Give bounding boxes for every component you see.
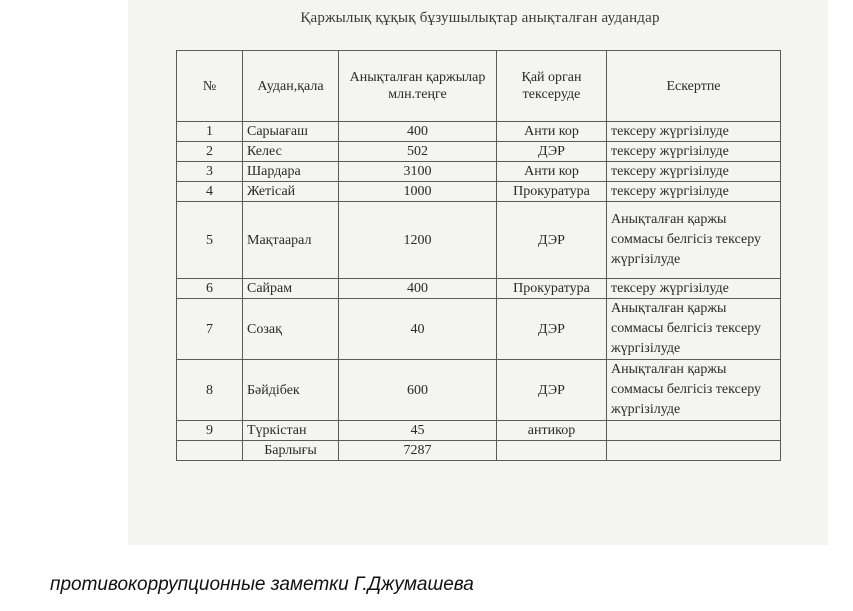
row-note: Анықталған қаржы соммасы белгісіз тексеру жүргізілуде <box>607 202 781 279</box>
row-district: Сарыағаш <box>243 122 339 142</box>
row-organ: ДЭР <box>497 142 607 162</box>
row-num: 3 <box>177 162 243 182</box>
header-amount: Анықталған қаржылар млн.теңге <box>339 51 497 122</box>
document-title: Қаржылық құқық бұзушылықтар анықталған аудандар <box>300 10 660 26</box>
header-note: Ескертпе <box>607 51 781 122</box>
row-num: 4 <box>177 182 243 202</box>
table-row <box>177 421 781 441</box>
total-organ-cell <box>497 441 607 461</box>
row-organ: Анти кор <box>497 122 607 142</box>
table-row <box>177 299 781 360</box>
row-district: Шардара <box>243 162 339 182</box>
row-district: Созақ <box>243 299 339 360</box>
row-note: тексеру жүргізілуде <box>607 122 781 142</box>
table-row <box>177 360 781 421</box>
row-district: Бәйдібек <box>243 360 339 421</box>
total-amount: 7287 <box>339 441 497 461</box>
row-organ: Прокуратура <box>497 182 607 202</box>
row-amount: 1200 <box>339 202 497 279</box>
row-note: тексеру жүргізілуде <box>607 182 781 202</box>
row-num: 2 <box>177 142 243 162</box>
row-organ: ДЭР <box>497 360 607 421</box>
row-organ: антикор <box>497 421 607 441</box>
row-organ: ДЭР <box>497 299 607 360</box>
total-num-cell <box>177 441 243 461</box>
table-row <box>177 162 781 182</box>
table-row <box>177 202 781 279</box>
row-organ: Анти кор <box>497 162 607 182</box>
total-note-cell <box>607 441 781 461</box>
row-amount: 600 <box>339 360 497 421</box>
row-note: тексеру жүргізілуде <box>607 279 781 299</box>
table-row <box>177 182 781 202</box>
row-amount: 502 <box>339 142 497 162</box>
row-note: тексеру жүргізілуде <box>607 162 781 182</box>
row-note: тексеру жүргізілуде <box>607 142 781 162</box>
table-header-row <box>177 51 781 122</box>
caption: противокоррупционные заметки Г.Джумашева <box>50 574 474 595</box>
row-district: Келес <box>243 142 339 162</box>
row-district: Жетісай <box>243 182 339 202</box>
row-district: Сайрам <box>243 279 339 299</box>
table-row <box>177 122 781 142</box>
row-note: Анықталған қаржы соммасы белгісіз тексеру жүргізілуде <box>607 360 781 421</box>
header-organ: Қай орган тексеруде <box>497 51 607 122</box>
row-note <box>607 421 781 441</box>
row-organ: Прокуратура <box>497 279 607 299</box>
districts-table <box>176 50 781 461</box>
header-district: Аудан,қала <box>243 51 339 122</box>
row-num: 8 <box>177 360 243 421</box>
row-note: Анықталған қаржы соммасы белгісіз тексеру жүргізілуде <box>607 299 781 360</box>
row-amount: 45 <box>339 421 497 441</box>
row-num: 7 <box>177 299 243 360</box>
table-row <box>177 142 781 162</box>
row-num: 6 <box>177 279 243 299</box>
total-label: Барлығы <box>243 441 339 461</box>
header-num: № <box>177 51 243 122</box>
row-district: Түркістан <box>243 421 339 441</box>
row-organ: ДЭР <box>497 202 607 279</box>
row-district: Мақтаарал <box>243 202 339 279</box>
table-row <box>177 279 781 299</box>
row-amount: 40 <box>339 299 497 360</box>
row-amount: 400 <box>339 122 497 142</box>
row-amount: 3100 <box>339 162 497 182</box>
row-num: 1 <box>177 122 243 142</box>
row-num: 5 <box>177 202 243 279</box>
row-amount: 1000 <box>339 182 497 202</box>
row-amount: 400 <box>339 279 497 299</box>
row-num: 9 <box>177 421 243 441</box>
table-total-row <box>177 441 781 461</box>
